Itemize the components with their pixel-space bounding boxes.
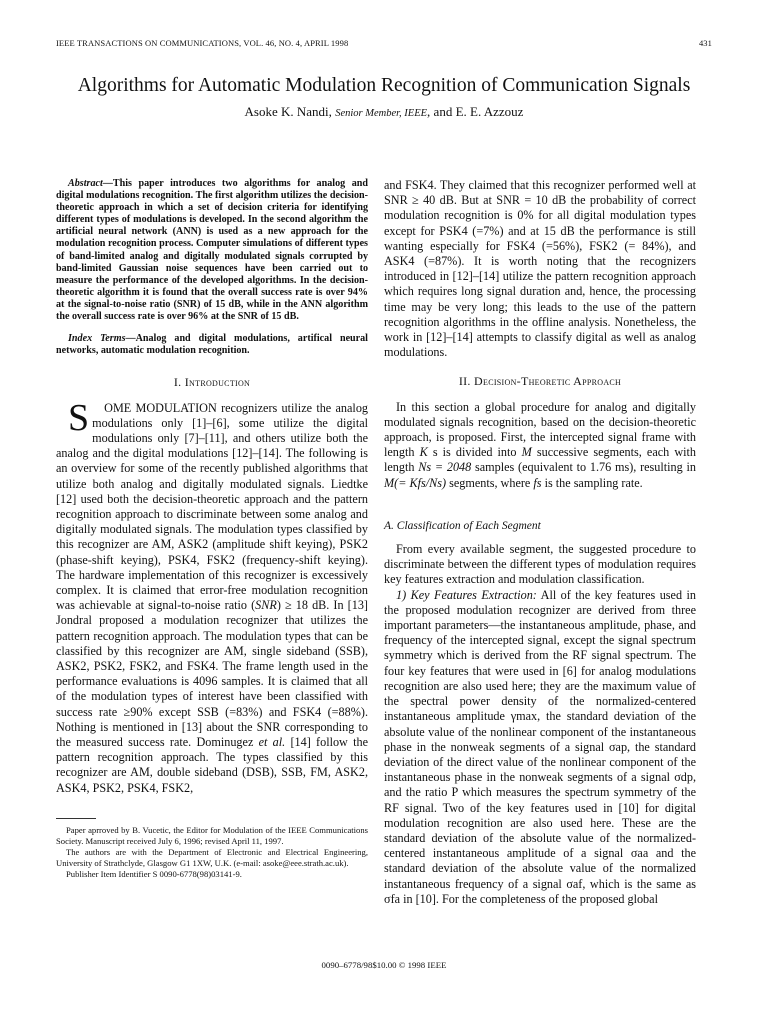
section-heading-introduction: I. Introduction xyxy=(173,375,251,390)
intro-text-a: recognizers utilize the analog modulations only [1]–[6], some utilize the digital modulations only [7]–[11], and others utilize both the analog and the digital modulations [12]–[14]. The following is an overview for some of the recently published algorithms that utilize both analog and digitally modulated signals. Liedtke [12] used both the decision-theoretic approach and the pattern recognition approach to discriminate between some analog and digitally modulated signals. The modulation types classified by this recognizer are AM, ASK2 (amplitude shift keying), PSK2 (phase-shift keying), PSK4, FSK2 (frequency-shift keying). The hardware implementation of this recognizer is excessively complex. It is claimed that error-free modulation recognition was achievable at signal-to-noise ratio ( xyxy=(56,400,369,613)
text-run: samples (equivalent to 1.76 ms), resulting in xyxy=(471,460,696,475)
symbol-K: K xyxy=(419,445,428,460)
author-first: Asoke K. Nandi, xyxy=(244,104,332,119)
text-run: In this section a global procedure for analog and digitally modulated signals recognition, based on the decision-theoretic approach, is proposed. First, the intercepted signal frame with length xyxy=(384,399,696,460)
continued-paragraph: and FSK4. They claimed that this recognizer performed well at SNR ≥ 40 dB. But at SNR = 10 dB the probability of correct modulation recognition is 0% for all digital modulation types except for PSK4 (=7%) and at 15 dB the performance is still wanting especially for FSK4 (=56%), FSK2 (= 84%), and ASK4 (=87%). It is worth noting that the recognizers introduced in [12]–[14] utilize the pattern recognition approach which requires long signal duration and, hence, the processing time may be very long; this leads to the use of the pattern recognition algorithms in the offline analysis. Nonetheless, the work in [12]–[14] attempts to classify digital as well as analog modulations. xyxy=(384,178,696,360)
section2-paragraph xyxy=(384,400,696,491)
snr-symbol: SNR xyxy=(255,598,277,613)
abstract xyxy=(56,178,368,323)
text-run: is the sampling rate. xyxy=(541,475,643,490)
symbol-M: M xyxy=(521,445,532,460)
author-role: Senior Member, IEEE xyxy=(335,108,428,119)
author-line xyxy=(30,103,738,123)
right-column xyxy=(384,178,696,907)
key-features-lead: 1) Key Features Extraction: xyxy=(396,587,537,602)
footnote: Publisher Item Identifier S 0090-6778(98)03141-9. xyxy=(66,868,242,879)
index-terms-label: Index Terms xyxy=(68,333,126,345)
key-features-paragraph xyxy=(384,588,696,907)
copyright-footer: 0090–6778/98$10.00 © 1998 IEEE xyxy=(321,960,447,970)
index-terms xyxy=(56,333,368,357)
left-column xyxy=(56,178,368,880)
symbol-M-expr: M(= Kfs/Ns) xyxy=(384,475,447,490)
intro-text-b: ) ≥ 18 dB. In [13] Jondral proposed a modulation recognizer that utilizes the pattern recognition approach. The modulation types that can be classified by this recognizer are AM, single sideband (SSB), ASK2, PSK2, FSK2, and FSK4. The frame length used in the performance evaluations is 4096 samples. It is claimed that all of the modulation types of interest have been classified with success rate ≥90% except SSB (=83%) and FSK4 (=88%). Nothing is mentioned in [13] about the SNR corresponding to the measured success rate. Dominugez xyxy=(56,598,368,749)
text-run: segments, where xyxy=(446,475,534,490)
subsection-heading-a: A. Classification of Each Segment xyxy=(384,519,541,532)
text-run: s is divided into xyxy=(427,445,522,460)
drop-cap: S xyxy=(68,396,90,439)
author-rest: , and E. E. Azzouz xyxy=(427,104,524,119)
subsection-a-paragraph: From every available segment, the suggested procedure to discriminate between the different types of modulation requires key features extraction and modulation classification. xyxy=(384,542,696,587)
paper-title: Algorithms for Automatic Modulation Recognition of Communication Signals xyxy=(77,75,691,96)
abstract-label: Abstract xyxy=(68,178,103,189)
symbol-fs: fs xyxy=(533,475,542,490)
page-number: 431 xyxy=(698,38,712,48)
introduction-paragraph xyxy=(56,396,369,796)
abstract-text: —This paper introduces two algorithms for analog and digital modulations recognition. The first algorithm utilizes the decision-theoretic approach in which a set of decision criteria for identifying different types of modulations is developed. In the second algorithm the artificial neural network (ANN) is used as a new approach for the modulation recognition process. Computer simulations of different types of band-limited analog and digitally modulated signals corrupted by band-limited Gaussian noise sequences have been carried out to measure the performance of the developed algorithms. In the decision-theoretic algorithm it is found that the overall success rate is over 94% at the signal-to-noise ratio (SNR) of 15 dB, while in the ANN algorithm the overall success rate is over 96% at the SNR of 15 dB. xyxy=(56,178,368,323)
footnote-rule xyxy=(56,818,96,819)
footnote: The authors are with the Department of Electronic and Electrical Engineering, University of Strathclyde, Glasgow G1 1XW, U.K. (e-mail: asoke@eee.strath.ac.uk). xyxy=(56,846,368,868)
key-features-text: All of the key features used in the proposed modulation recognizer are derived from three important parameters—the instantaneous amplitude, phase, and frequency of the intercepted signal, except the signal spectrum symmetry which is derived from the RF signal spectrum. The four key features that were used in [6] for analog modulations recognition are also used here; they are the maximum value of the spectral power density of the normalized-centered instantaneous amplitude γmax, the standard deviation of the absolute value of the nonlinear component of the instantaneous phase in the nonweak segments of a signal σap, the standard deviation of the direct value of the nonlinear component of the instantaneous phase in the nonweak segments of a signal σdp, and the ratio P which measures the spectrum symmetry of the RF signal. Two of the key features used in [10] for digital modulation recognition are also used here. These are the standard deviation of the absolute value of the normalized-centered instantaneous amplitude of a signal σaa and the standard deviation of the absolute value of the normalized instantaneous frequency of a signal σaf, which is the same as σfa in [10]. For the completeness of the proposed global xyxy=(384,587,696,906)
intro-first-words: OME MODULATION xyxy=(104,400,217,415)
section-heading-decision-theoretic: II. Decision-Theoretic Approach xyxy=(458,374,622,389)
intro-text-c: [14] follow the pattern recognition approach. The types classified by this recognizer are AM, double sideband (DSB), SSB, FM, ASK2, ASK4, PSK2, PSK4, FSK2, xyxy=(56,734,369,795)
index-terms-text: —Analog and digital modulations, artifical neural networks, automatic modulation recognition. xyxy=(56,333,368,357)
symbol-Ns: Ns = 2048 xyxy=(418,460,472,475)
journal-header: IEEE TRANSACTIONS ON COMMUNICATIONS, VOL. 46, NO. 4, APRIL 1998 xyxy=(56,38,349,48)
footnote: Paper aprroved by B. Vucetic, the Editor for Modulation of the IEEE Communications Society. Manuscript received July 6, 1996; revised April 11, 1997. xyxy=(56,824,368,846)
running-head xyxy=(56,38,712,52)
et-al: et al. xyxy=(258,734,286,749)
text-run: successive segments, each with length xyxy=(384,445,696,475)
